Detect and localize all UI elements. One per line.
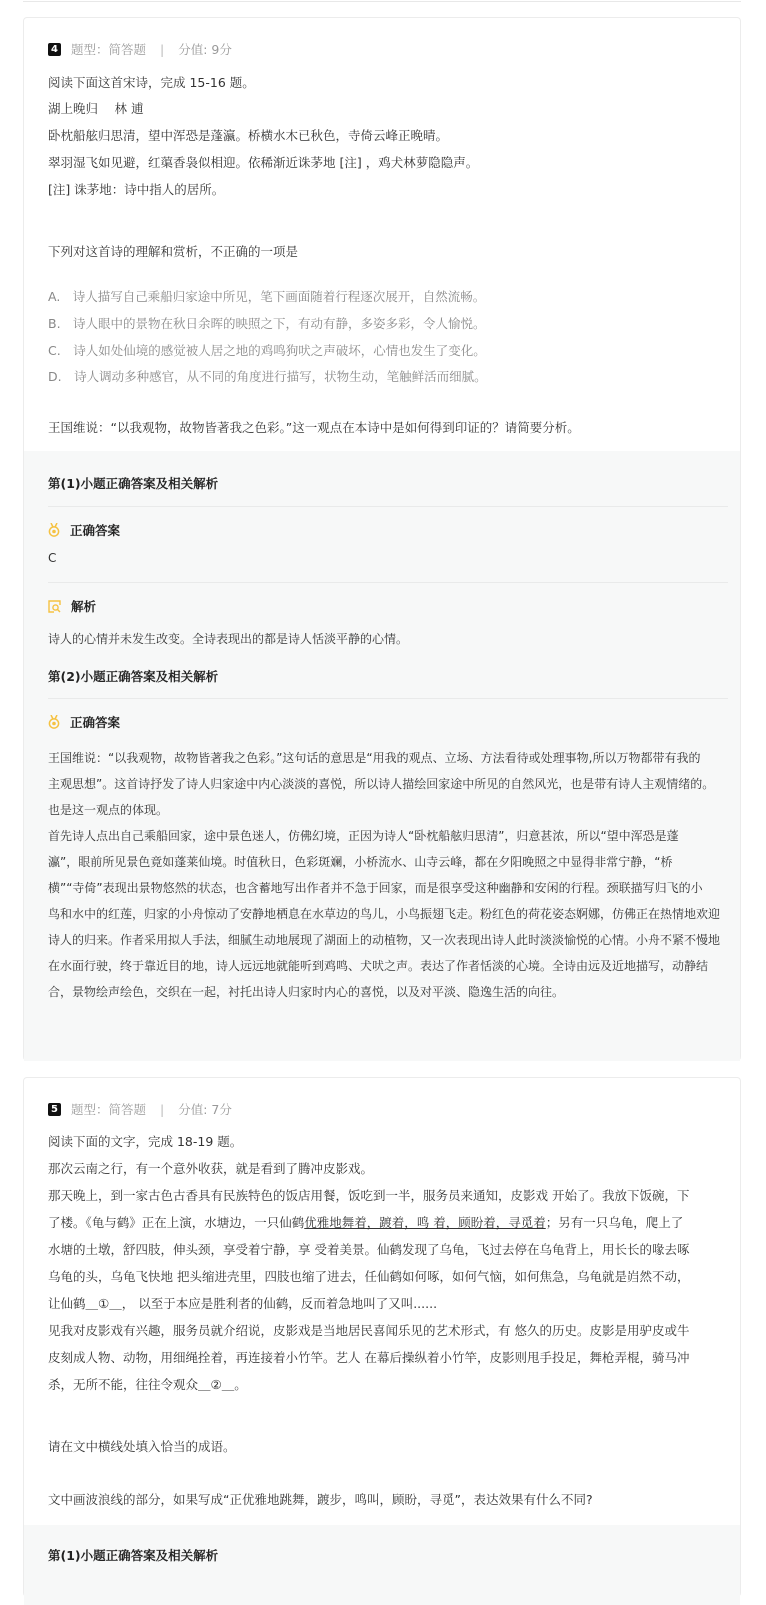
blank-2: ＿②＿ [198, 1377, 235, 1392]
answer-line: 瀛”，眼前所见景色竟如蓬莱仙境。时值秋日，色彩斑斓，小桥流水、山寺云峰，都在夕阳晚照之中显得非常宁静，“桥 [48, 855, 673, 869]
answer-line: 在水面行驶，终于靠近目的地，诗人远远地就能听到鸡鸣、犬吠之声。表达了作者恬淡的心境。全诗由远及近地描写，动静结 [48, 959, 709, 973]
text: ；另有一只乌龟，爬上了 [545, 1215, 684, 1230]
option-d[interactable]: D. 诗人调动多种感官，从不同的角度进行描写，状物生动，笔触鲜活而细腻。 [48, 369, 487, 384]
question-header [48, 1100, 232, 1118]
option-a[interactable]: A. 诗人描写自己乘船归家途中所见，笔下画面随着行程逐次展开，自然流畅。 [48, 289, 486, 304]
question-header [48, 40, 232, 58]
question-number: 4 [48, 43, 61, 56]
divider [48, 698, 728, 699]
correct-answer-label: 正确答案 [70, 715, 121, 730]
question-type: 题型：简答题 [71, 1102, 147, 1117]
sub-question-2: 王国维说：“以我观物，故物皆著我之色彩。”这一观点在本诗中是如何得到印证的？请简要分析。 [48, 420, 580, 435]
passage-line: 那次云南之行，有一个意外收获，就是看到了腾冲皮影戏。 [48, 1161, 374, 1176]
answer-title-1: 第(1)小题正确答案及相关解析 [48, 1548, 219, 1563]
option-b[interactable]: B. 诗人眼中的景物在秋日余晖的映照之下，有动有静，多姿多彩，令人愉悦。 [48, 316, 486, 331]
wavy-underlined-text: 优雅地舞着，踱着，鸣 着，顾盼着，寻觅着 [304, 1215, 546, 1230]
analysis-icon [48, 600, 61, 613]
passage-line: 乌龟的头，乌龟飞快地 把头缩进壳里，四肢也缩了进去，任仙鹤如何啄，如何气恼，如何焦急，乌龟就是岿然不动， [48, 1269, 690, 1284]
answer-title-2: 第(2)小题正确答案及相关解析 [48, 669, 219, 684]
correct-answer-heading [48, 521, 120, 539]
answer-line: 也是这一观点的体现。 [48, 803, 169, 817]
analysis-heading [48, 597, 96, 615]
divider [48, 506, 728, 507]
blank-1: ＿①＿ [85, 1296, 122, 1311]
answer-line: 鸟和水中的红莲，归家的小舟惊动了安静地栖息在水草边的鸟儿，小鸟振翅飞走。粉红色的荷花姿态婀娜，仿佛正在热情地欢迎 [48, 907, 721, 921]
sub-question-1: 请在文中横线处填入恰当的成语。 [48, 1439, 236, 1454]
passage-line: 那天晚上，到一家古色古香具有民族特色的饭店用餐，饭吃到一半，服务员来通知，皮影戏 开始了。我放下饭碗，下 [48, 1188, 690, 1203]
question-score: 分值: 7分 [178, 1102, 232, 1117]
answer-line: 诗人的归来。作者采用拟人手法，细腻生动地展现了湖面上的动植物，又一次表现出诗人此时淡淡愉悦的心情。小舟不紧不慢地 [48, 933, 721, 947]
question-type: 题型：简答题 [71, 42, 147, 57]
divider [48, 582, 728, 583]
stem-line: 阅读下面这首宋诗，完成 15-16 题。 [48, 75, 255, 90]
poem-title: 湖上晚归 林 逋 [48, 101, 144, 116]
answer-line: 横”“寺倚”表现出景物悠然的状态，也含蓄地写出作者并不急于回家，而是很享受这种幽静和安闲的行程。颈联描写归飞的小 [48, 881, 703, 895]
medal-icon [48, 715, 60, 729]
answer-value-1: C [48, 551, 57, 565]
passage-line [48, 1214, 720, 1232]
passage-line: 见我对皮影戏有兴趣，服务员就介绍说，皮影戏是当地居民喜闻乐见的艺术形式，有 悠久的历史。皮影是用驴皮或牛 [48, 1323, 690, 1338]
correct-answer-heading [48, 713, 120, 731]
sub-question-2: 文中画波浪线的部分，如果写成“正优雅地跳舞，踱步，鸣叫，顾盼，寻觅”，表达效果有什么不同? [48, 1492, 593, 1507]
stem-line: 阅读下面的文字，完成 18-19 题。 [48, 1134, 243, 1149]
passage-line: 皮刻成人物、动物，用细绳拴着，再连接着小竹竿。艺人 在幕后操纵着小竹竿，皮影则甩手投足，舞枪弄棍，骑马冲 [48, 1350, 690, 1365]
answer-line: 合，景物绘声绘色，交织在一起，衬托出诗人归家时内心的喜悦，以及对平淡、隐逸生活的向往。 [48, 985, 565, 999]
answer-line: 王国维说：“以我观物，故物皆著我之色彩。”这句话的意思是“用我的观点、立场、方法看待或处理事物,所以万物都带有我的 [48, 751, 701, 765]
option-c[interactable]: C. 诗人如处仙境的感觉被人居之地的鸡鸣狗吠之声破坏，心情也发生了变化。 [48, 343, 486, 358]
question-score: 分值: 9分 [178, 42, 232, 57]
correct-answer-label: 正确答案 [70, 523, 121, 538]
separator: | [160, 41, 165, 57]
analysis-label: 解析 [71, 599, 97, 614]
text: 让仙鹤 [48, 1296, 86, 1311]
answer-line: 首先诗人点出自己乘船回家，途中景色迷人，仿佛幻境，正因为诗人“卧枕船舷归思清”，归意甚浓，所以“望中浑恐是蓬 [48, 829, 679, 843]
passage-line [48, 1376, 720, 1394]
poem-note: [注] 诛茅地：诗中指人的居所。 [48, 182, 225, 197]
passage-line [48, 1295, 720, 1313]
answer-line: 主观思想”。这首诗抒发了诗人归家途中内心淡淡的喜悦，所以诗人描绘回家途中所见的自然风光，也是带有诗人主观情绪的。 [48, 777, 715, 791]
answer-panel [24, 451, 740, 1061]
text: 。 [234, 1377, 247, 1392]
question-card-4 [23, 17, 741, 1061]
question-number: 5 [48, 1103, 61, 1116]
poem-line: 翠羽湿飞如见避，红蕖香袅似相迎。依稀渐近诛茅地 [注] ，鸡犬林萝隐隐声。 [48, 155, 479, 170]
poem-line: 卧枕船舷归思清，望中浑恐是蓬瀛。桥横水木已秋色，寺倚云峰正晚晴。 [48, 128, 449, 143]
passage-line: 水塘的土墩，舒四肢，伸头颈，享受着宁静，享 受着美景。仙鹤发现了乌龟，飞过去停在乌龟背上，用长长的喙去啄 [48, 1242, 690, 1257]
sub-question-1: 下列对这首诗的理解和赏析，不正确的一项是 [48, 244, 299, 259]
text: ， 以至于本应是胜利者的仙鹤，反而着急地叫了又叫...... [121, 1296, 438, 1311]
question-card-5 [23, 1077, 741, 1597]
separator: | [160, 1101, 165, 1117]
answer-title-1: 第(1)小题正确答案及相关解析 [48, 476, 219, 491]
text: 杀，无所不能，往往令观众 [48, 1377, 199, 1392]
previous-card-edge [23, 0, 741, 2]
analysis-text-1: 诗人的心情并未发生改变。全诗表现出的都是诗人恬淡平静的心情。 [48, 632, 409, 646]
text: 了楼。《龟与鹤》正在上演，水塘边，一只仙鹤 [48, 1215, 305, 1230]
medal-icon [48, 523, 60, 537]
answer-panel [24, 1525, 740, 1605]
